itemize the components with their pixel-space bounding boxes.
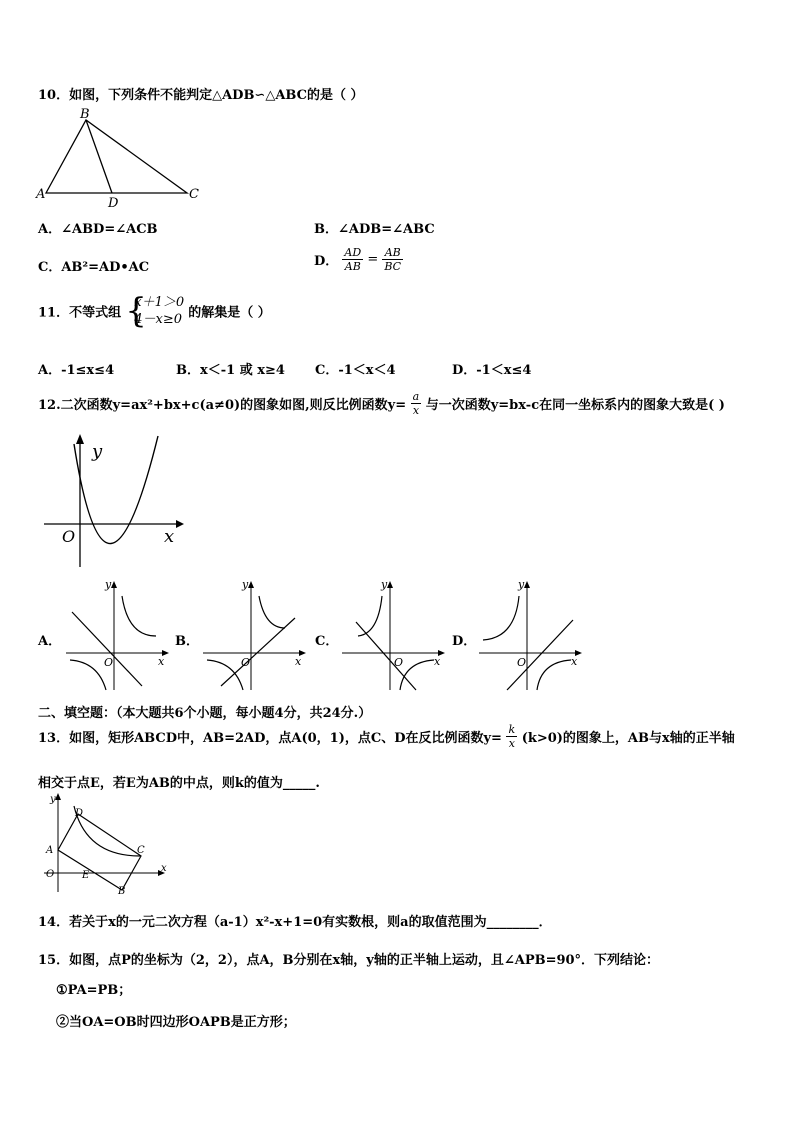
q12-stem	[38, 390, 725, 417]
inequality-1: x＋1＞0	[134, 295, 185, 310]
parabola-curve	[74, 436, 158, 544]
inequality-2: 4－x≥0	[134, 312, 183, 327]
q10-option-d-prefix: D．	[314, 254, 339, 269]
fraction-ab-bc: $\frac{AB}{BC}$	[384, 246, 402, 273]
equals-sign: =	[367, 252, 379, 267]
q11-option-a: A．-1≤x≤4	[38, 363, 115, 378]
axis-x-label: x	[164, 526, 175, 547]
fraction-a-x: $\frac{a}{x}$	[412, 390, 420, 417]
svg-text:B: B	[118, 886, 126, 897]
svg-text:O: O	[46, 869, 55, 880]
label-c: C	[189, 187, 199, 202]
q12-option-d-graph	[479, 578, 585, 693]
q12-option-a-label: A．	[38, 634, 62, 649]
q10-option-b: B．∠ADB=∠ABC	[314, 222, 435, 237]
svg-text:x: x	[158, 655, 165, 668]
axis-y-label: y	[92, 441, 103, 462]
q11-option-d: D．-1＜x≤4	[452, 363, 532, 378]
svg-text:E: E	[82, 870, 90, 881]
q12-part2: 与一次函数y=bx-c在同一坐标系内的图象大致是( )	[425, 398, 725, 413]
label-a: A	[36, 187, 46, 202]
q15-stem: 15．如图，点P的坐标为（2，2），点A，B分别在x轴，y轴的正半轴上运动，且∠APB=90°．下列结论：	[38, 953, 660, 968]
q13-part2: (k>0)的图象上，AB与x轴的正半轴	[521, 731, 735, 746]
triangle-abc	[46, 120, 187, 193]
svg-text:x: x	[295, 655, 302, 668]
q12-option-c-graph	[342, 578, 448, 693]
q13-line2: 相交于点E，若E为AB的中点，则k的值为_____.	[38, 776, 320, 791]
svg-text:O: O	[241, 656, 251, 669]
label-b: B	[80, 107, 90, 122]
q10-option-d	[314, 246, 403, 273]
q12-part1: 12.二次函数y=ax²+bx+c(a≠0)的图象如图,则反比例函数y=	[38, 398, 407, 413]
q13-rectangle-figure	[40, 792, 170, 898]
q11-option-b: B．x＜-1 或 x≥4	[176, 363, 285, 378]
svg-text:O: O	[394, 656, 404, 669]
segment-bd	[86, 120, 112, 193]
q10-option-a: A．∠ABD=∠ACB	[38, 222, 158, 237]
q12-option-b-label: B．	[175, 634, 199, 649]
q11-suffix: 的解集是（ ）	[188, 305, 271, 321]
svg-text:y: y	[50, 794, 56, 805]
rectangle-abcd	[58, 814, 141, 890]
origin-label: O	[62, 527, 76, 546]
section-fill-in-heading: 二、填空题：（本大题共6个小题，每小题4分，共24分.）	[38, 706, 372, 721]
svg-text:D: D	[75, 808, 84, 819]
q14-stem: 14．若关于x的一元二次方程（a-1）x²-x+1=0有实数根，则a的取值范围为________．	[38, 915, 552, 930]
label-d: D	[108, 196, 119, 211]
q15-item-1: ①PA=PB；	[56, 983, 132, 998]
q12-option-b-graph	[203, 578, 309, 693]
q10-stem: 10．如图，下列条件不能判定△ADB∽△ABC的是（ ）	[38, 88, 364, 103]
q11-option-c: C．-1＜x＜4	[315, 363, 396, 378]
svg-text:y: y	[381, 578, 388, 591]
svg-text:y: y	[105, 578, 112, 591]
q12-option-a-graph	[66, 578, 172, 693]
svg-text:x: x	[434, 655, 441, 668]
svg-text:x: x	[161, 863, 167, 874]
q11-stem	[38, 291, 271, 331]
svg-text:O: O	[517, 656, 527, 669]
q15-item-2: ②当OA=OB时四边形OAPB是正方形；	[56, 1015, 296, 1030]
svg-text:C: C	[137, 845, 145, 856]
fraction-ad-ab: $\frac{AD}{AB}$	[344, 246, 362, 273]
q12-option-c-label: C．	[315, 634, 339, 649]
svg-text:x: x	[571, 655, 578, 668]
q12-parabola-figure	[36, 432, 186, 572]
svg-text:A: A	[46, 845, 54, 856]
inequality-system: { x＋1＞0 4－x≥0	[125, 291, 185, 331]
svg-text:y: y	[242, 578, 249, 591]
fraction-k-x: $\frac{k}{x}$	[508, 723, 516, 750]
q10-option-c: C．AB²=AD•AC	[38, 260, 150, 275]
q13-line1	[38, 723, 735, 750]
q12-option-d-label: D．	[452, 634, 477, 649]
q10-triangle-figure	[36, 106, 206, 212]
svg-text:y: y	[518, 578, 525, 591]
q11-prefix: 11．不等式组	[38, 305, 122, 321]
q13-part1: 13．如图，矩形ABCD中，AB=2AD，点A(0，1)，点C、D在反比例函数y=	[38, 731, 502, 746]
svg-text:O: O	[104, 656, 114, 669]
